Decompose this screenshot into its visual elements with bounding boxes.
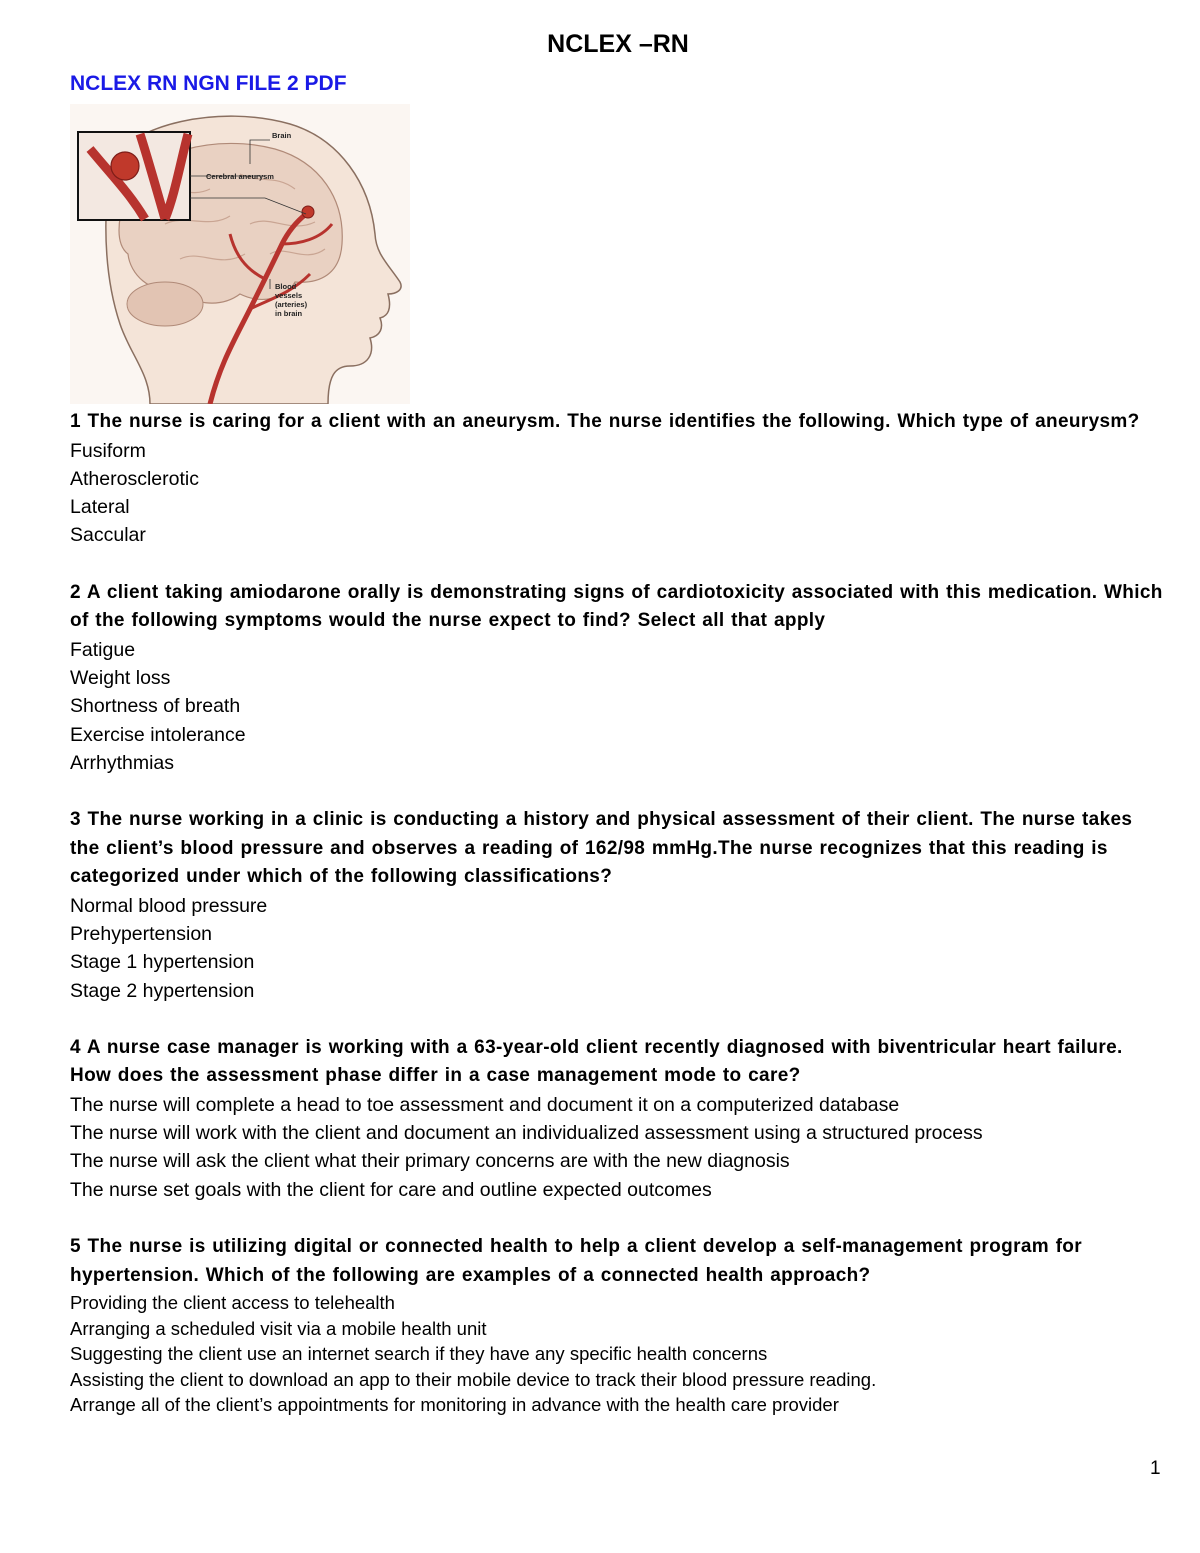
label-vessels-3: (arteries) bbox=[275, 300, 308, 309]
answer-option: Providing the client access to telehealth bbox=[70, 1292, 395, 1314]
answer-option: Lateral bbox=[70, 496, 130, 519]
answer-option: Weight loss bbox=[70, 666, 171, 689]
question-3 bbox=[70, 806, 1165, 1005]
answer-option: Fusiform bbox=[70, 439, 146, 462]
answer-option: Shortness of breath bbox=[70, 695, 241, 718]
answer-option: Saccular bbox=[70, 524, 146, 547]
label-vessels-4: in brain bbox=[275, 309, 303, 318]
answer-option: Fatigue bbox=[70, 638, 136, 661]
answer-option: Prehypertension bbox=[70, 922, 213, 945]
answer-option: Arrhythmias bbox=[70, 751, 175, 774]
question-stem: 4 A nurse case manager is working with a 63-year-old client recently diagnosed with biventricular heart failure. How does the assessment phase differ in a case management mode to care? bbox=[70, 1036, 1123, 1087]
document-title: NCLEX –RN bbox=[547, 30, 689, 58]
cerebellum bbox=[127, 282, 203, 326]
question-stem: 1 The nurse is caring for a client with an aneurysm. The nurse identifies the following. Which type of aneurysm? bbox=[70, 411, 1140, 432]
question-1 bbox=[70, 408, 1165, 550]
answer-options bbox=[70, 636, 1165, 777]
answer-options bbox=[70, 1290, 1165, 1418]
cerebral-aneurysm-illustration bbox=[70, 104, 410, 404]
question-stem: 3 The nurse working in a clinic is conducting a history and physical assessment of their client. The nurse takes the client’s blood pressure and observes a reading of 162/98 mmHg.The nurse recognizes that this reading is categorized under which of the following classifications? bbox=[70, 809, 1133, 888]
aneurysm-bulge bbox=[302, 206, 314, 218]
page-number: 1 bbox=[1150, 1458, 1161, 1479]
label-vessels-1: Blood bbox=[275, 282, 297, 291]
answer-option: Stage 1 hypertension bbox=[70, 951, 255, 974]
answer-option: The nurse set goals with the client for care and outline expected outcomes bbox=[70, 1178, 712, 1201]
question-stem: 2 A client taking amiodarone orally is demonstrating signs of cardiotoxicity associated with this medication. Which of the following symptoms would the nurse expect to find? Select all that apply bbox=[70, 581, 1163, 632]
question-list bbox=[70, 408, 1165, 1418]
answer-option: The nurse will complete a head to toe assessment and document it on a computerized database bbox=[70, 1093, 900, 1116]
question-4 bbox=[70, 1034, 1165, 1204]
answer-option: Arrange all of the client’s appointments for monitoring in advance with the health care provider bbox=[70, 1394, 839, 1416]
answer-option: Exercise intolerance bbox=[70, 723, 246, 746]
answer-option: Atherosclerotic bbox=[70, 467, 199, 490]
label-vessels-2: vessels bbox=[275, 291, 303, 300]
label-cerebral-aneurysm: Cerebral aneurysm bbox=[206, 172, 274, 181]
question-5 bbox=[70, 1233, 1165, 1418]
answer-options bbox=[70, 437, 1165, 550]
inset-aneurysm bbox=[111, 152, 139, 180]
answer-options bbox=[70, 892, 1165, 1005]
aneurysm-diagram bbox=[70, 104, 410, 404]
answer-option: Normal blood pressure bbox=[70, 894, 268, 917]
answer-option: Suggesting the client use an internet search if they have any specific health concerns bbox=[70, 1343, 768, 1365]
answer-option: Arranging a scheduled visit via a mobile health unit bbox=[70, 1317, 487, 1339]
document-subtitle: NCLEX RN NGN FILE 2 PDF bbox=[70, 72, 347, 95]
label-brain: Brain bbox=[272, 131, 292, 140]
answer-options bbox=[70, 1091, 1165, 1204]
question-2 bbox=[70, 579, 1165, 777]
question-stem: 5 The nurse is utilizing digital or connected health to help a client develop a self-management program for hypertension. Which of the following are examples of a connected health approach? bbox=[70, 1236, 1083, 1286]
answer-option: The nurse will work with the client and document an individualized assessment using a structured process bbox=[70, 1122, 983, 1145]
answer-option: The nurse will ask the client what their primary concerns are with the new diagnosis bbox=[70, 1150, 790, 1173]
answer-option: Assisting the client to download an app to their mobile device to track their blood pressure reading. bbox=[70, 1368, 877, 1390]
answer-option: Stage 2 hypertension bbox=[70, 979, 255, 1002]
